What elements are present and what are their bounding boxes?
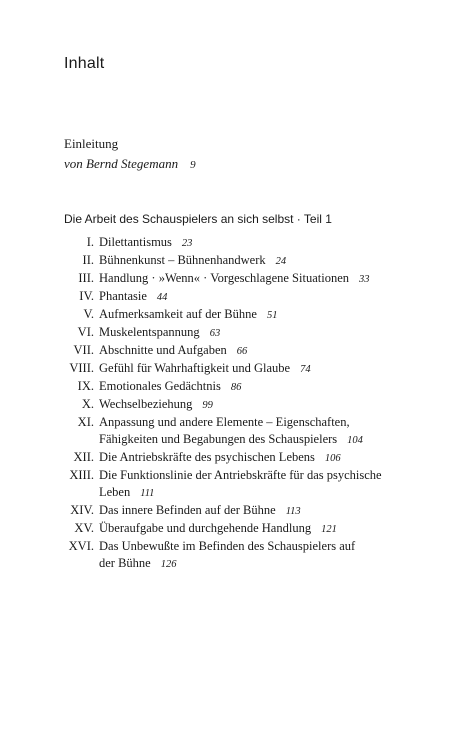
chapter-title-line [99,234,404,252]
chapter-title-line [99,484,404,502]
chapter-numeral: XVI. [68,539,94,553]
toc-entry [64,342,404,360]
chapter-numeral: XII. [73,450,94,464]
toc-entry [64,288,404,306]
page-number: 74 [300,364,311,375]
chapter-title-text: Leben [99,485,131,499]
page-number: 23 [181,238,193,249]
chapter-title-line [99,252,404,270]
chapter-numeral: X. [81,397,94,411]
chapter-title-text: Das Unbewußte im Befinden des Schauspielers auf [99,539,356,553]
chapter-title-text: Muskelentspannung [99,325,200,339]
chapter-numeral: VII. [73,343,94,357]
chapter-title [99,502,404,520]
chapter-title [99,324,404,342]
toc-entry [64,520,404,538]
chapter-numeral: V. [83,307,94,321]
toc-entry [64,538,404,573]
introduction-author: von Bernd Stegemann [64,156,179,171]
chapter-title-line [99,324,404,342]
chapter-title [99,467,404,502]
chapter-numeral: VI. [77,325,94,339]
chapter-title [99,234,404,252]
chapter-numeral: III. [78,271,94,285]
page-number: 126 [160,559,177,570]
chapter-title-text: Emotionales Gedächtnis [99,379,221,393]
chapter-title-text: Gefühl für Wahrhaftigkeit und Glaube [99,361,291,375]
chapter-numeral: I. [86,235,94,249]
chapter-title-line [99,414,404,431]
toc-entry [64,396,404,414]
toc-entry [64,360,404,378]
page-number: 99 [202,400,213,411]
page-number: 104 [347,435,363,446]
chapter-title-line [99,396,404,414]
chapter-title-line [99,449,404,467]
toc-entry [64,449,404,467]
toc-entry [64,467,404,502]
page-number: 106 [324,453,341,464]
page-number: 121 [321,524,337,535]
chapter-title-line [99,360,404,378]
page-number: 44 [156,292,168,303]
chapter-title-text: Aufmerksamkeit auf der Bühne [99,307,257,321]
chapter-title [99,449,404,467]
chapter-title [99,360,404,378]
chapter-title-text: Phantasie [99,289,147,303]
chapter-numeral: IV. [79,289,94,303]
chapter-title-text: Bühnenkunst – Bühnenhandwerk [99,253,266,267]
chapter-title-text: Fähigkeiten und Begabungen des Schauspielers [99,432,338,446]
toc-entry [64,306,404,324]
toc-entry [64,270,404,288]
chapter-title-text: Die Antriebskräfte des psychischen Lebens [99,450,315,464]
chapter-numeral: IX. [77,379,94,393]
chapter-numeral: XIV. [70,503,94,517]
chapter-title-line [99,306,404,324]
chapter-title-text: Dilettantismus [99,235,172,249]
chapter-title-line [99,467,404,484]
page-title: Inhalt [64,55,105,72]
chapter-title-text: Abschnitte und Aufgaben [99,343,227,357]
chapter-title [99,306,404,324]
chapter-title [99,252,404,270]
page-number: 86 [230,382,242,393]
chapter-title-line [99,288,404,306]
chapter-title-text: Überaufgabe und durchgehende Handlung [99,521,312,535]
toc-entry [64,378,404,396]
chapter-title-line [99,342,404,360]
toc-entry [64,324,404,342]
toc-entry [64,502,404,520]
chapter-title [99,538,404,573]
page-number: 33 [359,274,370,285]
toc-entry [64,414,404,449]
part-heading: Die Arbeit des Schauspielers an sich selbst · Teil 1 [64,212,332,226]
introduction-entry [64,134,196,175]
chapter-title-line [99,270,404,288]
chapter-title [99,520,404,538]
chapter-numeral: VIII. [69,361,94,375]
chapter-numeral: XV. [74,521,94,535]
chapter-numeral: XIII. [69,468,94,482]
toc-entry [64,252,404,270]
chapter-title [99,342,404,360]
chapter-numeral: II. [82,253,94,267]
chapter-title-text: der Bühne [99,556,151,570]
page-number: 113 [285,506,301,517]
page-number: 51 [266,310,278,321]
chapter-title [99,414,404,449]
page-number: 66 [236,346,248,357]
chapter-title [99,396,404,414]
chapter-title-line [99,431,404,449]
chapter-title [99,378,404,396]
chapter-title-text: Wechselbeziehung [99,397,193,411]
page-number: 24 [275,256,287,267]
chapter-title-line [99,520,404,538]
chapter-title-text: Anpassung und andere Elemente – Eigenschaften, [99,415,350,429]
chapter-title [99,270,404,288]
introduction-byline [64,154,196,175]
chapter-numeral: XI. [77,415,94,429]
page-number: 111 [140,488,155,499]
chapter-title-line [99,502,404,520]
chapter-title-text: Das innere Befinden auf der Bühne [99,503,276,517]
chapter-title-line [99,555,404,573]
chapter-title-text: Handlung · »Wenn« · Vorgeschlagene Situationen [99,271,349,285]
chapter-title-line [99,538,404,555]
toc-entry [64,234,404,252]
chapter-title [99,288,404,306]
toc-list [64,234,404,573]
chapter-title-line [99,378,404,396]
introduction-page-number: 9 [190,159,196,171]
introduction-title: Einleitung [64,136,119,151]
page-number: 63 [209,328,221,339]
chapter-title-text: Die Funktionslinie der Antriebskräfte für das psychische [99,468,382,482]
